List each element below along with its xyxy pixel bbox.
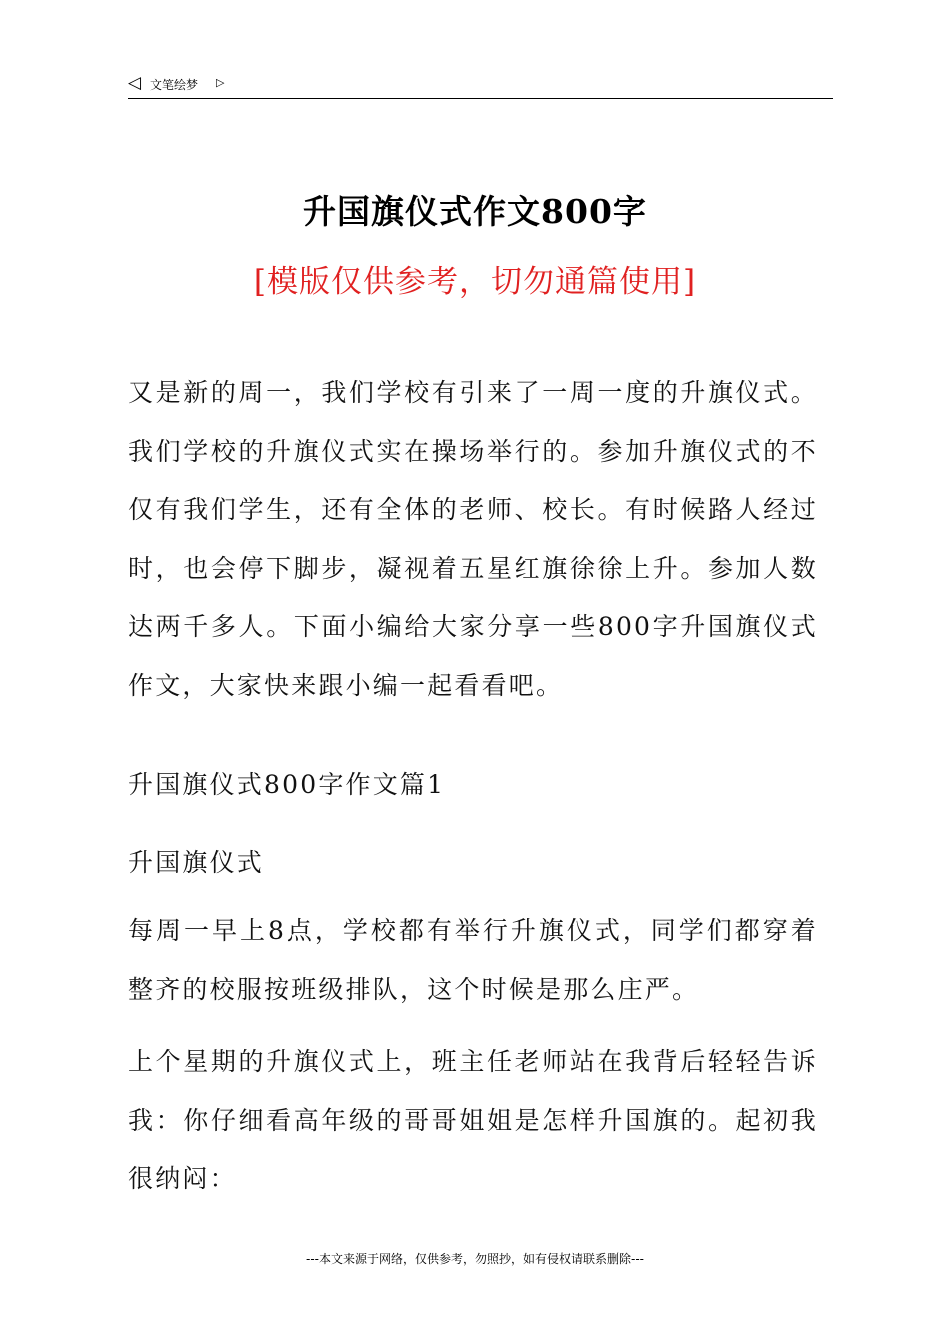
brand-name: 文笔绘梦 <box>150 78 199 92</box>
footer-disclaimer: ---本文来源于网络，仅供参考，勿照抄，如有侵权请联系删除--- <box>306 1252 644 1266</box>
intro-paragraph: 又是新的周一，我们学校有引来了一周一度的升旗仪式。我们学校的升旗仪式实在操场举行的。参加升旗仪式的不仅有我们学生，还有全体的老师、校长。有时候路人经过时，也会停下脚步，凝视着五星红旗徐徐上升。参加人数达两千多人。下面小编给大家分享一些800字升国旗仪式作文，大家快来跟小编一起看看吧。 <box>128 378 818 700</box>
document-title: 升国旗仪式作文800字 <box>303 192 647 231</box>
page-header <box>128 72 833 99</box>
template-notice: [模版仅供参考，切勿通篇使用] <box>253 264 697 300</box>
triangle-left-icon: ◁ <box>128 73 142 93</box>
triangle-right-icon: ▷ <box>216 76 225 89</box>
body-paragraph-1: 每周一早上8点，学校都有举行升旗仪式，同学们都穿着整齐的校服按班级排队，这个时候是那么庄严。 <box>128 916 818 1004</box>
section-heading: 升国旗仪式800字作文篇1 <box>128 770 446 799</box>
essay-title: 升国旗仪式 <box>128 848 265 877</box>
body-paragraph-2: 上个星期的升旗仪式上，班主任老师站在我背后轻轻告诉我：你仔细看高年级的哥哥姐姐是怎样升国旗的。起初我很纳闷： <box>128 1047 818 1193</box>
